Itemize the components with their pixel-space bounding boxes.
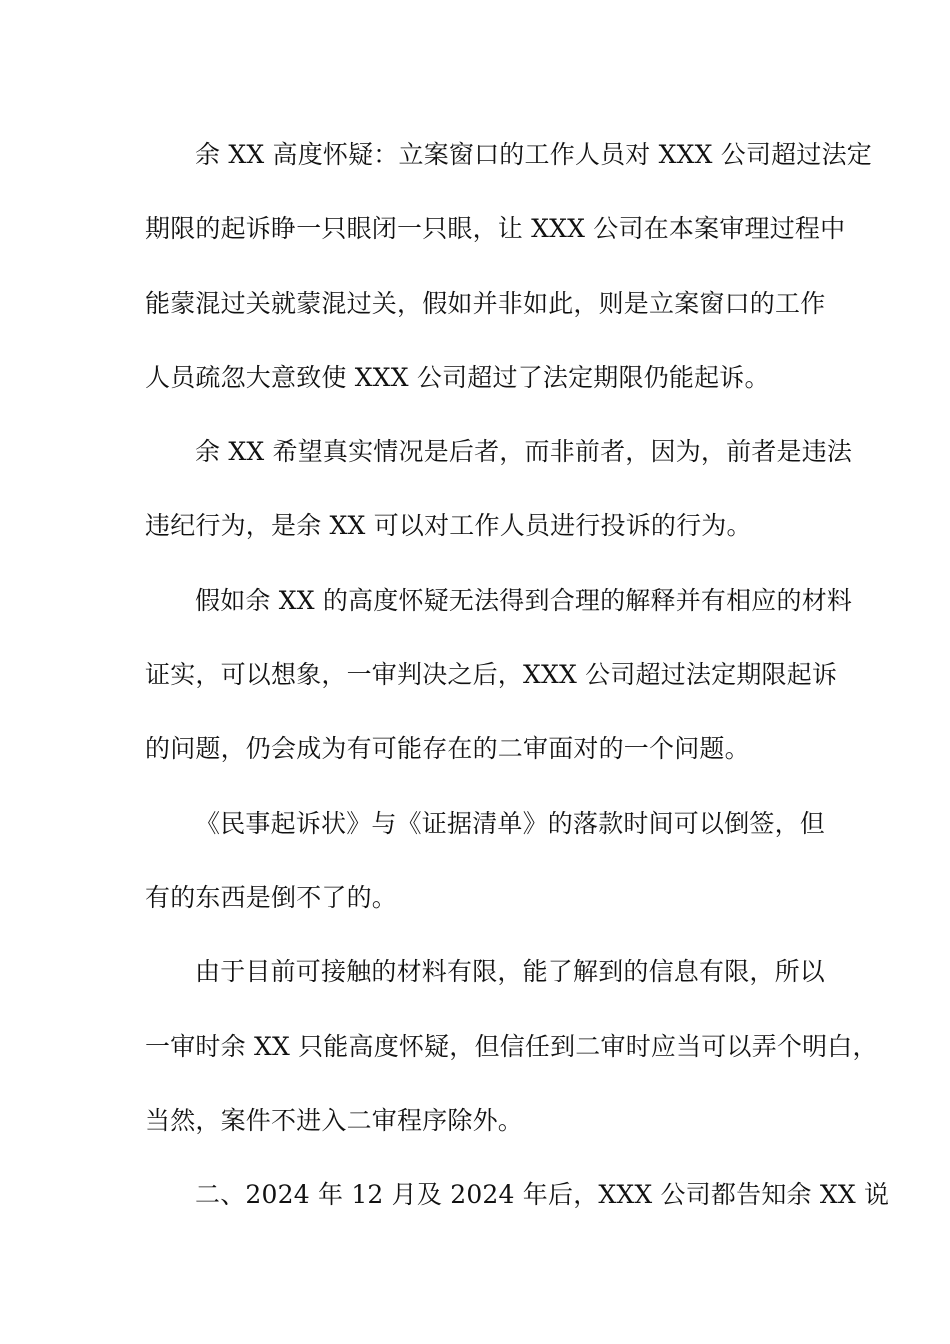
- text-line: 一审时余 XX 只能高度怀疑，但信任到二审时应当可以弄个明白，: [145, 1031, 878, 1061]
- text-line: 能蒙混过关就蒙混过关，假如并非如此，则是立案窗口的工作: [145, 288, 826, 318]
- text-line: 有的东西是倒不了的。: [145, 882, 398, 912]
- text-line: 余 XX 希望真实情况是后者，而非前者，因为，前者是违法: [195, 437, 853, 467]
- text-line: 人员疏忽大意致使 XXX 公司超过了法定期限仍能起诉。: [145, 362, 770, 392]
- text-line: 的问题，仍会成为有可能存在的二审面对的一个问题。: [145, 734, 750, 764]
- text-line: 证实，可以想象，一审判决之后，XXX 公司超过法定期限起诉: [145, 660, 838, 690]
- text-line: 期限的起诉睁一只眼闭一只眼，让 XXX 公司在本案审理过程中: [145, 214, 846, 244]
- paragraph-3: [145, 564, 853, 787]
- paragraph-5: [145, 935, 878, 1158]
- text-line: 余 XX 高度怀疑：立案窗口的工作人员对 XXX 公司超过法定: [195, 140, 872, 169]
- paragraph-2: [145, 415, 853, 564]
- text-line: 《民事起诉状》与《证据清单》的落款时间可以倒签，但: [195, 808, 826, 838]
- text-line: 二、2024 年 12 月及 2024 年后，XXX 公司都告知余 XX 说: [195, 1180, 890, 1210]
- paragraph-1: [145, 118, 872, 415]
- text-line: 当然，案件不进入二审程序除外。: [145, 1105, 524, 1135]
- text-line: 假如余 XX 的高度怀疑无法得到合理的解释并有相应的材料: [195, 585, 853, 615]
- document-body: [145, 118, 890, 1232]
- text-line: 违纪行为，是余 XX 可以对工作人员进行投诉的行为。: [145, 511, 752, 541]
- text-line: 由于目前可接触的材料有限，能了解到的信息有限，所以: [195, 957, 826, 987]
- paragraph-4: [145, 787, 826, 936]
- paragraph-6-heading: [145, 1158, 890, 1232]
